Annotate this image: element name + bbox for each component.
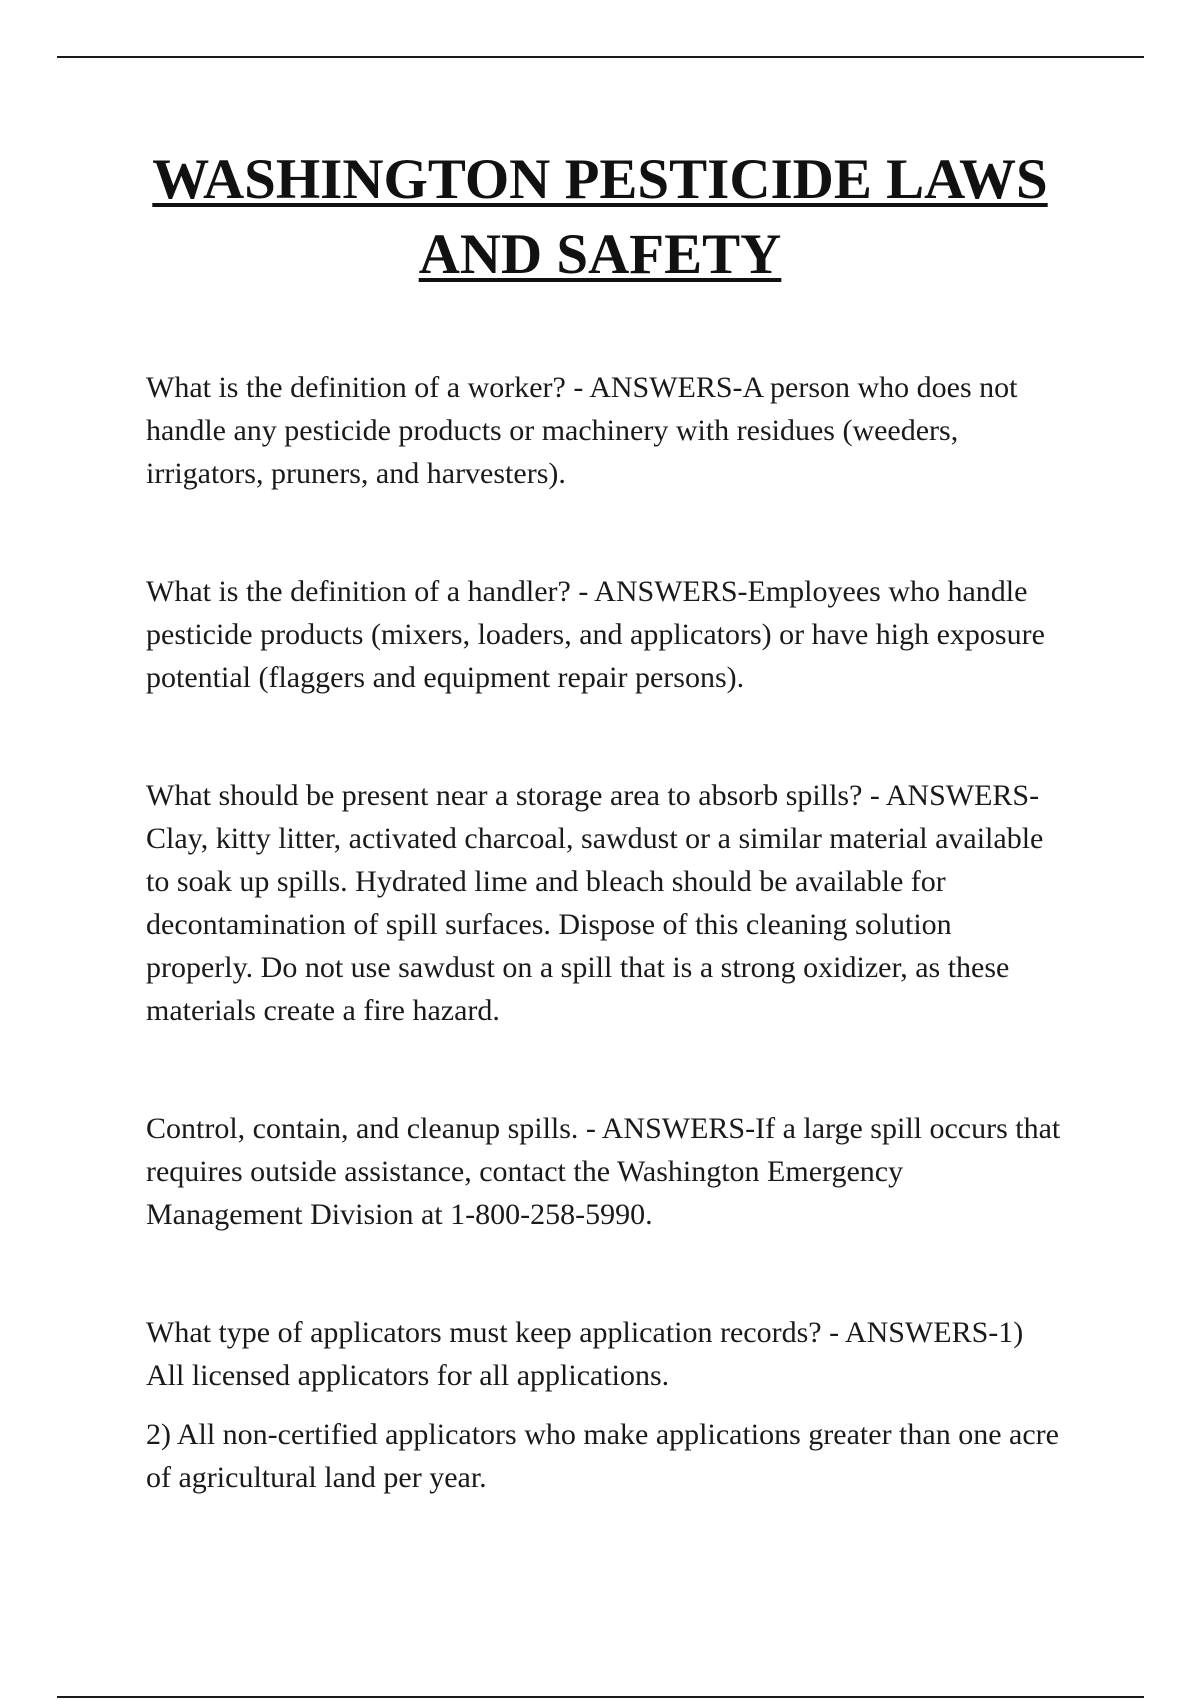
qa-item-handler <box>146 570 1066 699</box>
qa-item-worker <box>146 366 1066 495</box>
qa-item-spill-control <box>146 1107 1066 1236</box>
qa-text: What is the definition of a worker? - ANSWERS-A person who does not handle any pesticide products or machinery with residues (weeders, irrigators, pruners, and harvesters). <box>146 371 1018 490</box>
qa-text: What type of applicators must keep application records? - ANSWERS-1) All licensed applicators for all applications. <box>146 1316 1024 1392</box>
qa-text-continuation: 2) All non-certified applicators who make applications greater than one acre of agricultural land per year. <box>146 1418 1059 1494</box>
page-title <box>100 142 1100 292</box>
qa-list <box>146 366 1066 1574</box>
qa-item-spill-absorb <box>146 774 1066 1032</box>
title-line-1: WASHINGTON PESTICIDE LAWS <box>152 148 1048 211</box>
qa-text: Control, contain, and cleanup spills. - ANSWERS-If a large spill occurs that requires outside assistance, contact the Washington Emergency Management Division at 1-800-258-5990. <box>146 1112 1061 1231</box>
qa-text: What should be present near a storage area to absorb spills? - ANSWERS-Clay, kitty litter, activated charcoal, sawdust or a similar material available to soak up spills. Hydrated lime and bleach should be available for decontamination of spill surfaces. Dispose of this cleaning solution properly. Do not use sawdust on a spill that is a strong oxidizer, as these materials create a fire hazard. <box>146 779 1044 1027</box>
bottom-rule <box>57 1696 1144 1698</box>
title-line-2: AND SAFETY <box>418 223 782 286</box>
top-rule <box>57 56 1144 58</box>
qa-item-records <box>146 1311 1066 1499</box>
qa-text: What is the definition of a handler? - ANSWERS-Employees who handle pesticide products (mixers, loaders, and applicators) or have high exposure potential (flaggers and equipment repair persons). <box>146 575 1045 694</box>
